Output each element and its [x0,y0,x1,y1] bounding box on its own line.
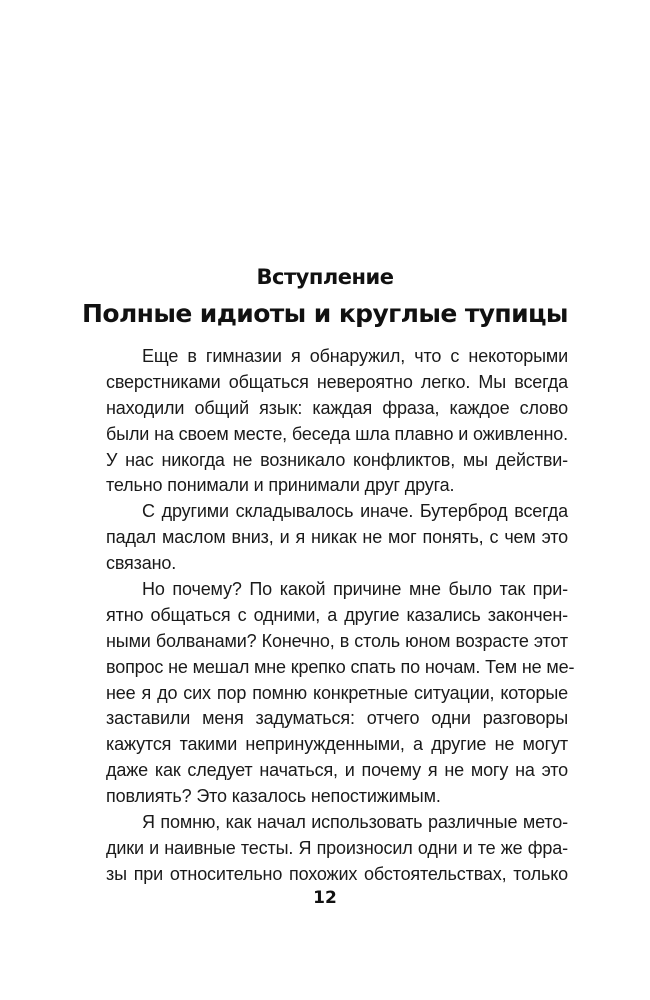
text-line: Еще в гимназии я обнаружил, что с некоторыми [142,346,568,366]
text-line: нее я до сих пор помню конкретные ситуации, которые [106,682,568,703]
text-line: были на своем месте, беседа шла плавно и оживленно. [106,423,568,444]
text-line: Но почему? По какой причине мне было так при- [142,579,568,600]
text-line: ными болванами? Конечно, в столь юном возрасте этот [106,630,568,651]
text-line: ятно общаться с одними, а другие казались закончен- [106,604,568,625]
text-line: вопрос не мешал мне крепко спать по ночам. Тем не ме- [106,656,575,677]
text-line: С другими складывалось иначе. Бутерброд всегда [142,501,568,522]
text-line: У нас никогда не возникало конфликтов, мы действи- [106,449,568,470]
text-line: заставили меня задуматься: отчего одни разговоры [106,708,568,729]
chapter-label: Вступление [256,265,394,289]
text-line: зы при относительно похожих обстоятельствах, только [106,863,568,884]
text-line: даже как следует начаться, и почему я не могу на это [106,760,568,781]
text-line: находили общий язык: каждая фраза, каждое слово [106,397,568,418]
text-line: Я помню, как начал использовать различные мето- [142,812,568,833]
chapter-title: Полные идиоты и круглые тупицы [82,299,568,328]
text-line: связано. [106,553,177,574]
body-text [106,344,575,888]
text-line: тельно понимали и принимали друг друга. [106,475,455,496]
text-line: дики и наивные тесты. Я произносил одни и те же фра- [106,837,568,858]
text-line: кажутся такими непринужденными, а другие не могут [106,734,568,755]
text-line: падал маслом вниз, и я никак не мог понять, с чем это [106,527,568,548]
text-line: сверстниками общаться невероятно легко. Мы всегда [106,371,568,392]
text-line: повлиять? Это казалось непостижимым. [106,786,441,807]
page-number: 12 [313,888,337,908]
